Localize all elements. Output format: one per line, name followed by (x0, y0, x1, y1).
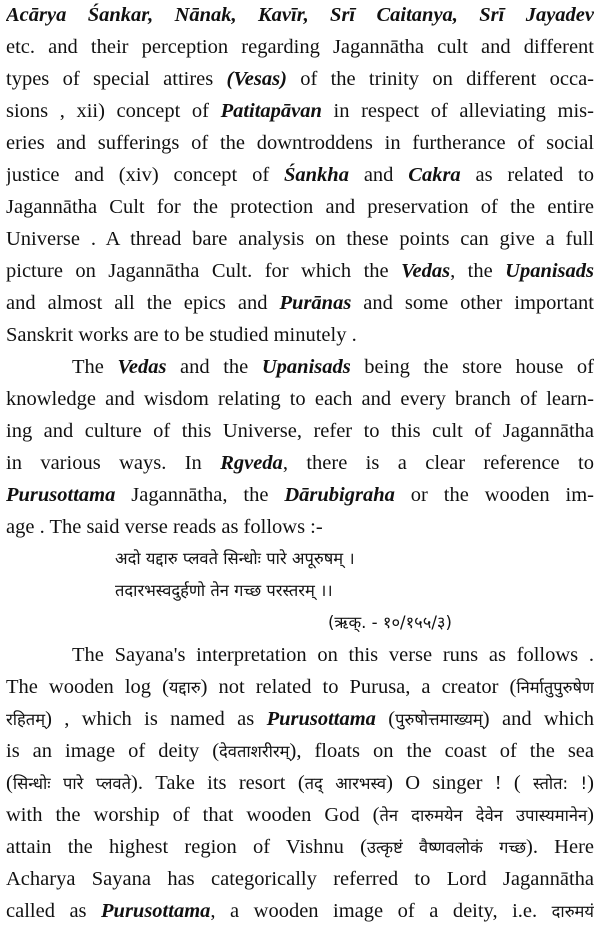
text-line: justice and (xiv) concept of Śankha and Cakra as related to (6, 164, 594, 186)
verse-line: अदो यद्दारु प्लवते सिन्धोः पारे अपूरुषम् । (115, 549, 355, 568)
emphasis: Rgveda (220, 452, 283, 474)
emphasis: Vedas (117, 356, 167, 378)
text-line: attain the highest region of Vishnu (उत्कृष्टं वैष्णवलोकं गच्छ). Here (6, 836, 594, 858)
text-line: with the worship of that wooden God (तेन दारुमयेन देवेन उपास्यमानेन) (6, 804, 594, 826)
text-line: and almost all the epics and Purānas and some other important (6, 292, 594, 314)
text-line: Sanskrit works are to be studied minutely . (6, 324, 357, 346)
text-line: is an image of deity (देवताशरीरम्), floats on the coast of the sea (6, 740, 594, 762)
text-line: eries and sufferings of the downtroddens in furtherance of social (6, 132, 594, 154)
emphasis: Purusottama (101, 900, 211, 922)
emphasis: (Vesas) (226, 68, 287, 90)
text-line: ing and culture of this Universe, refer to this cult of Jagannātha (6, 420, 594, 442)
text-line: Acārya Śankar, Nānak, Kavīr, Srī Caitanya, Srī Jayadev (6, 4, 594, 26)
text-line: Jagannātha Cult for the protection and preservation of the entire (6, 196, 594, 218)
verse-reference: (ऋक्. - १०/१५५/३) (328, 613, 452, 632)
text-line: The wooden log (यद्दारु) not related to Purusa, a creator (निर्मातुपुरुषेण (6, 676, 594, 698)
emphasis: Śankha (284, 164, 349, 186)
text-line: picture on Jagannātha Cult. for which the Vedas, the Upanisads (6, 260, 594, 282)
text-line: Purusottama Jagannātha, the Dārubigraha or the wooden im- (6, 484, 594, 506)
text-line: in various ways. In Rgveda, there is a clear reference to (6, 452, 594, 474)
text-line: knowledge and wisdom relating to each and every branch of learn- (6, 388, 594, 410)
emphasis: Vedas (401, 260, 451, 282)
text-line: The Sayana's interpretation on this verse runs as follows . (72, 644, 594, 666)
emphasis: Purānas (279, 292, 352, 314)
emphasis: Purusottama (6, 484, 116, 506)
verse-line: तदारभस्वदुर्हणो तेन गच्छ परस्तरम् ।। (115, 581, 333, 600)
emphasis: Upanisads (505, 260, 594, 282)
text-line: The Vedas and the Upanisads being the store house of (72, 356, 594, 378)
text-line: etc. and their perception regarding Jagannātha cult and different (6, 36, 594, 58)
text-line: types of special attires (Vesas) of the trinity on different occa- (6, 68, 594, 90)
emphasis: Cakra (408, 164, 461, 186)
emphasis: Patitapāvan (220, 100, 322, 122)
text-line: Universe . A thread bare analysis on these points can give a full (6, 228, 594, 250)
text-line: रहितम्) , which is named as Purusottama (पुरुषोत्तमाख्यम्) and which (6, 708, 594, 730)
text-line: age . The said verse reads as follows :- (6, 516, 323, 538)
text-line: sions , xii) concept of Patitapāvan in respect of alleviating mis- (6, 100, 594, 122)
text-line: called as Purusottama, a wooden image of a deity, i.e. दारुमयं (6, 900, 594, 922)
text-line: (सिन्धोः पारे प्लवते). Take its resort (तद् आरभस्व) O singer ! ( स्तोत: !) (6, 772, 594, 794)
emphasis: Dārubigraha (284, 484, 395, 506)
text-line: Acharya Sayana has categorically referred to Lord Jagannātha (6, 868, 594, 890)
emphasis: Upanisads (261, 356, 351, 378)
emphasis: Purusottama (266, 708, 376, 730)
